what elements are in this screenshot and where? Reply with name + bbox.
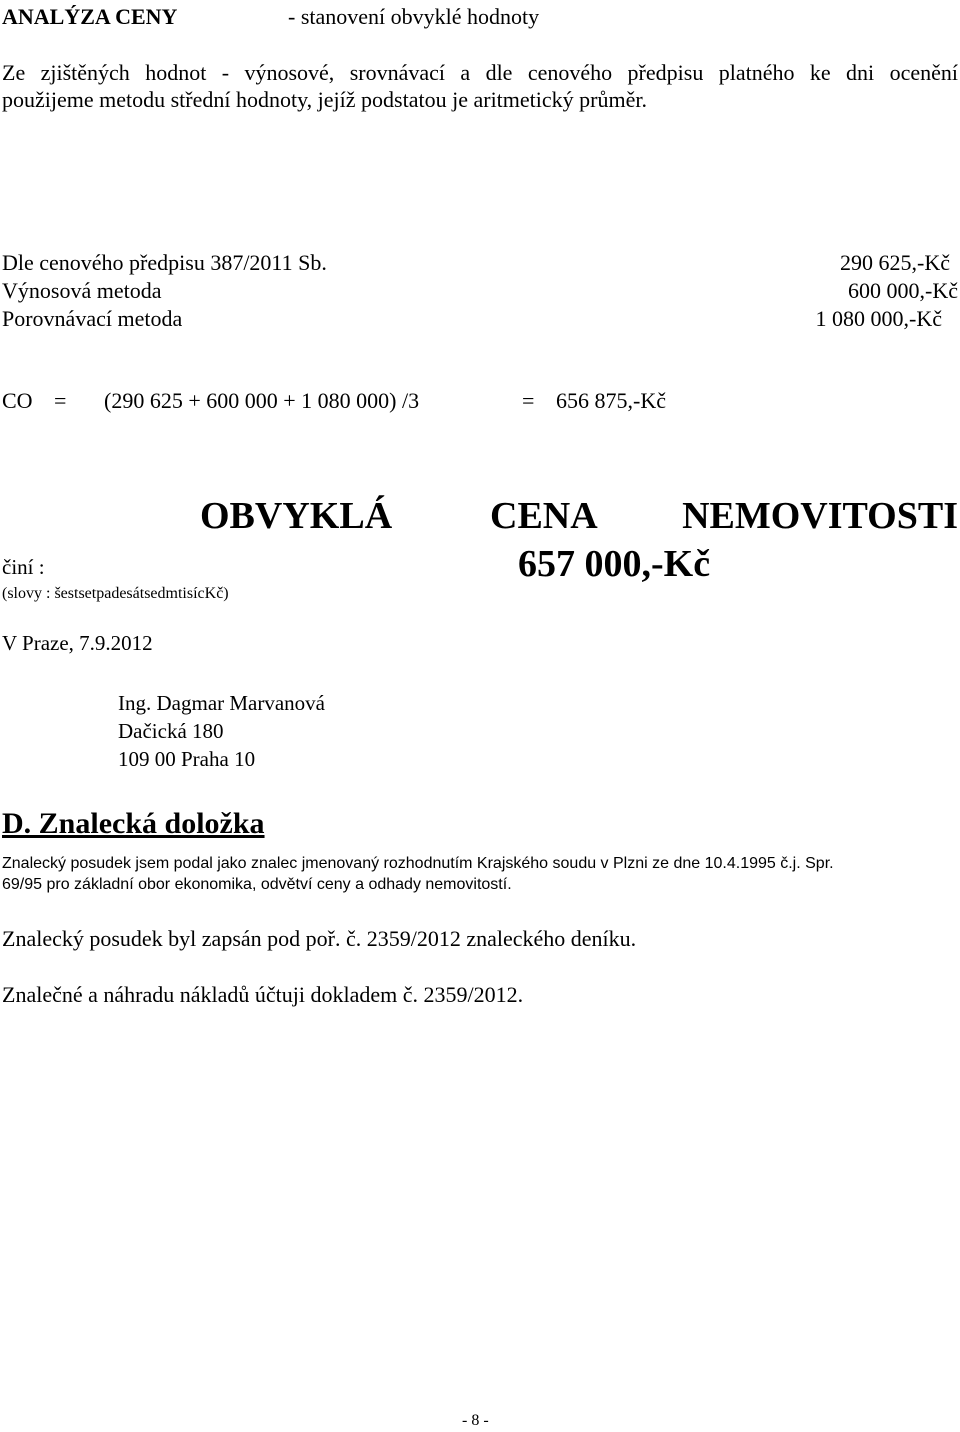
result-amount: 657 000,-Kč — [518, 543, 711, 585]
clause-line-1: Znalecký posudek jsem podal jako znalec jmenovaný rozhodnutím Krajského soudu v Plzni ze dne 10.4.1995 č.j. Spr. — [2, 855, 834, 872]
formula-result: 656 875,-Kč — [556, 388, 666, 413]
formula-expression: (290 625 + 600 000 + 1 080 000) /3 — [104, 388, 420, 413]
signature-street: Dačická 180 — [118, 719, 224, 743]
value-label-comparative-method: Porovnávací metoda — [2, 306, 183, 331]
formula-equals-2: = — [522, 388, 535, 413]
intro-line-1: Ze zjištěných hodnot - výnosové, srovnávací a dle cenového předpisu platného ke dni ocenění — [2, 60, 958, 85]
result-amount-in-words: (slovy : šestsetpadesátsedmtisícKč) — [2, 585, 229, 602]
result-heading-obvykla: OBVYKLÁ — [200, 495, 393, 537]
result-cini-label: činí : — [2, 555, 45, 579]
value-amount-comparative-method: 1 080 000,-Kč — [815, 306, 942, 331]
signature-name: Ing. Dagmar Marvanová — [118, 691, 326, 715]
clause-heading: D. Znalecká doložka — [2, 807, 265, 840]
page-number: - 8 - — [462, 1412, 489, 1429]
formula-equals-1: = — [54, 388, 67, 413]
value-amount-price-regulation: 290 625,-Kč — [840, 250, 950, 275]
result-heading-nemovitosti: NEMOVITOSTI — [682, 495, 958, 537]
document-subtitle: - stanovení obvyklé hodnoty — [288, 4, 540, 29]
clause-line-2: 69/95 pro základní obor ekonomika, odvětví ceny a odhady nemovitostí. — [2, 876, 512, 893]
result-heading-cena: CENA — [490, 495, 598, 537]
value-amount-income-method: 600 000,-Kč — [848, 278, 958, 303]
value-label-income-method: Výnosová metoda — [2, 278, 162, 303]
place-date: V Praze, 7.9.2012 — [2, 631, 153, 655]
formula-co: CO — [2, 388, 33, 413]
value-label-price-regulation: Dle cenového předpisu 387/2011 Sb. — [2, 250, 327, 275]
intro-line-2: použijeme metodu střední hodnoty, jejíž podstatou je aritmetický průměr. — [2, 87, 647, 112]
clause-fee: Znalečné a náhradu nákladů účtuji dokladem č. 2359/2012. — [2, 982, 524, 1007]
document-title: ANALÝZA CENY — [2, 4, 178, 29]
clause-registered: Znalecký posudek byl zapsán pod poř. č. 2359/2012 znaleckého deníku. — [2, 926, 637, 951]
signature-city: 109 00 Praha 10 — [118, 747, 256, 771]
